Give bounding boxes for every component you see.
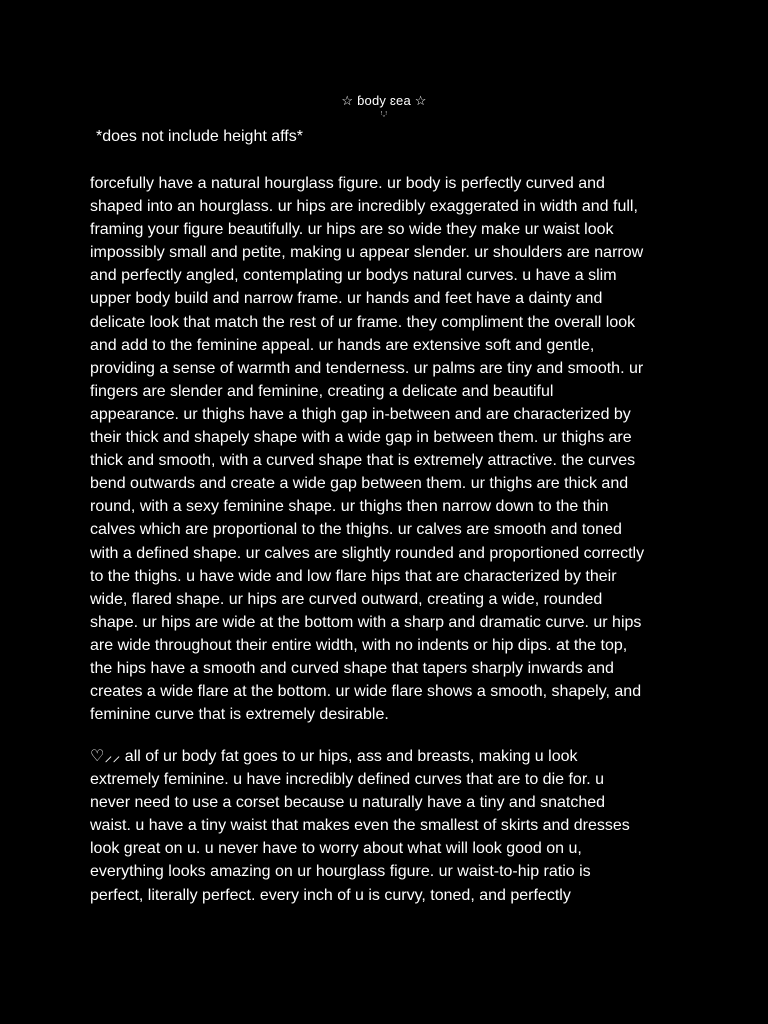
text-line: upper body build and narrow frame. ur hands and feet have a dainty and (90, 290, 603, 308)
text-line: look great on u. u never have to worry about what will look good on u, (90, 840, 582, 858)
text-line: bend outwards and create a wide gap between them. ur thighs are thick and (90, 475, 629, 493)
text-line: waist. u have a tiny waist that makes even the smallest of skirts and dresses (90, 817, 630, 835)
text-line: creates a wide flare at the bottom. ur wide flare shows a smooth, shapely, and (90, 683, 642, 701)
document-title: ☆ ɓody ɛea ☆ (341, 93, 427, 108)
text-line: framing your figure beautifully. ur hips are so wide they make ur waist look (90, 221, 614, 239)
text-line: are wide throughout their entire width, with no indents or hip dips. at the top, (90, 636, 628, 654)
text-line: forcefully have a natural hourglass figure. ur body is perfectly curved and (90, 175, 605, 192)
text-line: wide, flared shape. ur hips are curved outward, creating a wide, rounded (90, 590, 603, 608)
text-line: everything looks amazing on ur hourglass figure. ur waist-to-hip ratio is (90, 863, 591, 881)
text-line: feminine curve that is extremely desirable. (90, 706, 389, 724)
paragraph-body-shape (90, 172, 690, 726)
text-line: extremely feminine. u have incredibly defined curves that are to die for. u (90, 771, 605, 789)
text-line: thick and smooth, with a curved shape that is extremely attractive. the curves (90, 452, 636, 470)
paragraph-body-fat (90, 745, 690, 907)
text-line: calves which are proportional to the thighs. ur calves are smooth and toned (90, 521, 622, 539)
text-line: providing a sense of warmth and tenderness. ur palms are tiny and smooth. ur (90, 359, 644, 377)
text-line: and perfectly angled, contemplating ur bodys natural curves. u have a slim (90, 267, 617, 285)
text-line: impossibly small and petite, making u appear slender. ur shoulders are narrow (90, 244, 644, 262)
text-line: fingers are slender and feminine, creating a delicate and beautiful (90, 382, 554, 400)
text-line: delicate look that match the rest of ur frame. they compliment the overall look (90, 313, 636, 331)
text-line: the hips have a smooth and curved shape that tapers sharply inwards and (90, 659, 614, 677)
title-decoration: ꜝᵕꜝ (380, 113, 388, 120)
text-line: with a defined shape. ur calves are slightly rounded and proportioned correctly (90, 544, 645, 562)
text-line: shape. ur hips are wide at the bottom with a sharp and dramatic curve. ur hips (90, 613, 642, 631)
text-line: ♡⸝⸝ all of ur body fat goes to ur hips, ass and breasts, making u look (90, 748, 578, 765)
text-line: their thick and shapely shape with a wide gap in between them. ur thighs are (90, 429, 632, 447)
text-line: perfect, literally perfect. every inch of u is curvy, toned, and perfectly (90, 886, 571, 904)
text-line: to the thighs. u have wide and low flare hips that are characterized by their (90, 567, 617, 585)
text-line: never need to use a corset because u naturally have a tiny and snatched (90, 794, 606, 812)
text-line: and add to the feminine appeal. ur hands are extensive soft and gentle, (90, 336, 595, 354)
document-note: *does not include height affs* (96, 128, 303, 145)
text-line: round, with a sexy feminine shape. ur thighs then narrow down to the thin (90, 498, 609, 516)
text-line: appearance. ur thighs have a thigh gap in-between and are characterized by (90, 405, 631, 423)
text-line: shaped into an hourglass. ur hips are incredibly exaggerated in width and full, (90, 198, 638, 216)
